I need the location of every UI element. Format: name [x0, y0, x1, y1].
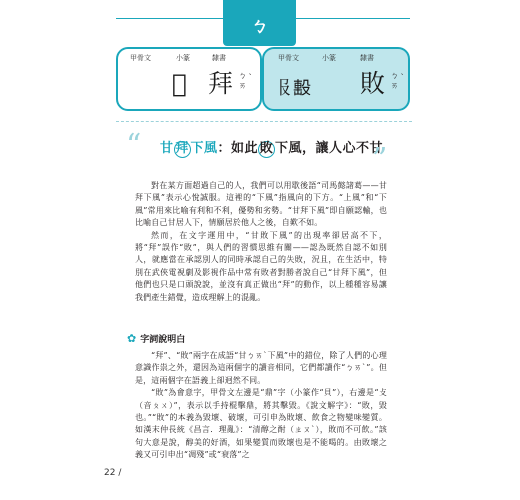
label-clerical: 隸書 [360, 54, 374, 62]
explanation-text [135, 350, 387, 462]
intro-text [135, 180, 387, 304]
paragraph: 然而，在文字運用中，“甘敗下風”的出現率卻居高不下，將“拜”誤作“敗”，與人們的習慣思維有關——認為既然自認不如別人，就應當在承認別人的同時承認自己的失敗，況且，在生活中，特別在武俠電視劇及影視作品中常有敗者對勝者說自己“甘拜下風”，但他們也只是口頭說說，並沒有真正做出“拜”的動作，以上種種容易讓我們產生錯覺，造成理解上的混亂。 [135, 230, 387, 302]
flower-icon: ✿ [127, 332, 137, 345]
dashed-divider [116, 121, 412, 122]
heading-part-1: 甘 [160, 141, 174, 156]
clerical-glyph: 拜 [208, 69, 234, 98]
tab-glyph: ㄅ [250, 16, 269, 37]
zhuyin-1: ㄅ [390, 71, 399, 80]
heading-colon-text: ：如此 [217, 141, 259, 156]
top-rule-right [296, 18, 410, 19]
paragraph: “敗”為會意字，甲骨文左邊是“鼎”字（小篆作“貝”），右邊是“攴（音ㄆㄨ）”，表示以手持棍擊鼎，將其擊毀。《說文解字》：“敗，毀也。”“敗”的本義為毀壞、破壞，可引申為敗壞、飲食之物變味變質。如漢末仲長統《昌言．理亂》：“清醇之酎（ㄓㄡˋ），敗而不可飲。”該句大意是說，醇美的好酒，如果變質而敗壞也是不能喝的。由敗壞之義又可引申出“凋殘”或“衰落”之 [135, 388, 387, 460]
top-rule-left [116, 18, 223, 19]
glyph-panel-bai-defeat [262, 47, 410, 111]
seal-glyph: 𢱭 [172, 69, 188, 98]
label-seal: 小篆 [322, 54, 336, 62]
zhuyin-2: ㄞ [238, 81, 247, 90]
phonetic-tab [223, 0, 296, 46]
label-clerical: 隸書 [212, 54, 226, 62]
heading-part-2: 下風 [190, 141, 218, 156]
clerical-glyph: 敗 [360, 69, 386, 98]
zhuyin-tone: ˋ [248, 73, 253, 82]
paragraph: “拜”、“敗”兩字在成語“甘ㄅㄞˋ下風”中的錯位，除了人們的心理意識作祟之外，還因為這兩個字的讀音相同，它們都讀作“ㄅㄞˋ”。但是，這兩個字在語義上卻迥然不同。 [135, 351, 387, 385]
label-seal: 小篆 [176, 54, 190, 62]
heading-title [160, 137, 383, 158]
zhuyin-tone: ˋ [400, 73, 405, 82]
section-title-text: 字詞說明白 [140, 335, 186, 345]
oracle-seal-glyphs: 𠬝𣪠 [276, 78, 310, 99]
label-oracle: 甲骨文 [278, 54, 299, 62]
circled-char-bai-defeat: 敗 [259, 141, 274, 156]
section-heading [112, 128, 412, 177]
zhuyin-2: ㄞ [390, 81, 399, 90]
paragraph: 對在某方面超過自己的人，我們可以用歇後語“司馬懿諸葛——甘拜下風”表示心悅誠服。這裡的“下風”指風向的下方。“上風”和“下風”常用來比喻有利和不利，優勢和劣勢。“甘拜下風”即自願認輸，也比喻自己甘居人下，情願居於他人之後，自歎不如。 [135, 181, 387, 228]
heading-part-3: 下風，讓人心不甘 [275, 141, 384, 156]
page-number: 22 / [104, 468, 122, 478]
close-quote-icon: ” [372, 142, 388, 177]
open-quote-icon: “ [126, 128, 142, 163]
label-oracle: 甲骨文 [130, 54, 151, 62]
section-title [127, 332, 185, 345]
glyph-panel-bai-worship [116, 47, 262, 111]
circled-char-bai-worship: 拜 [175, 141, 189, 156]
zhuyin-1: ㄅ [238, 71, 247, 80]
